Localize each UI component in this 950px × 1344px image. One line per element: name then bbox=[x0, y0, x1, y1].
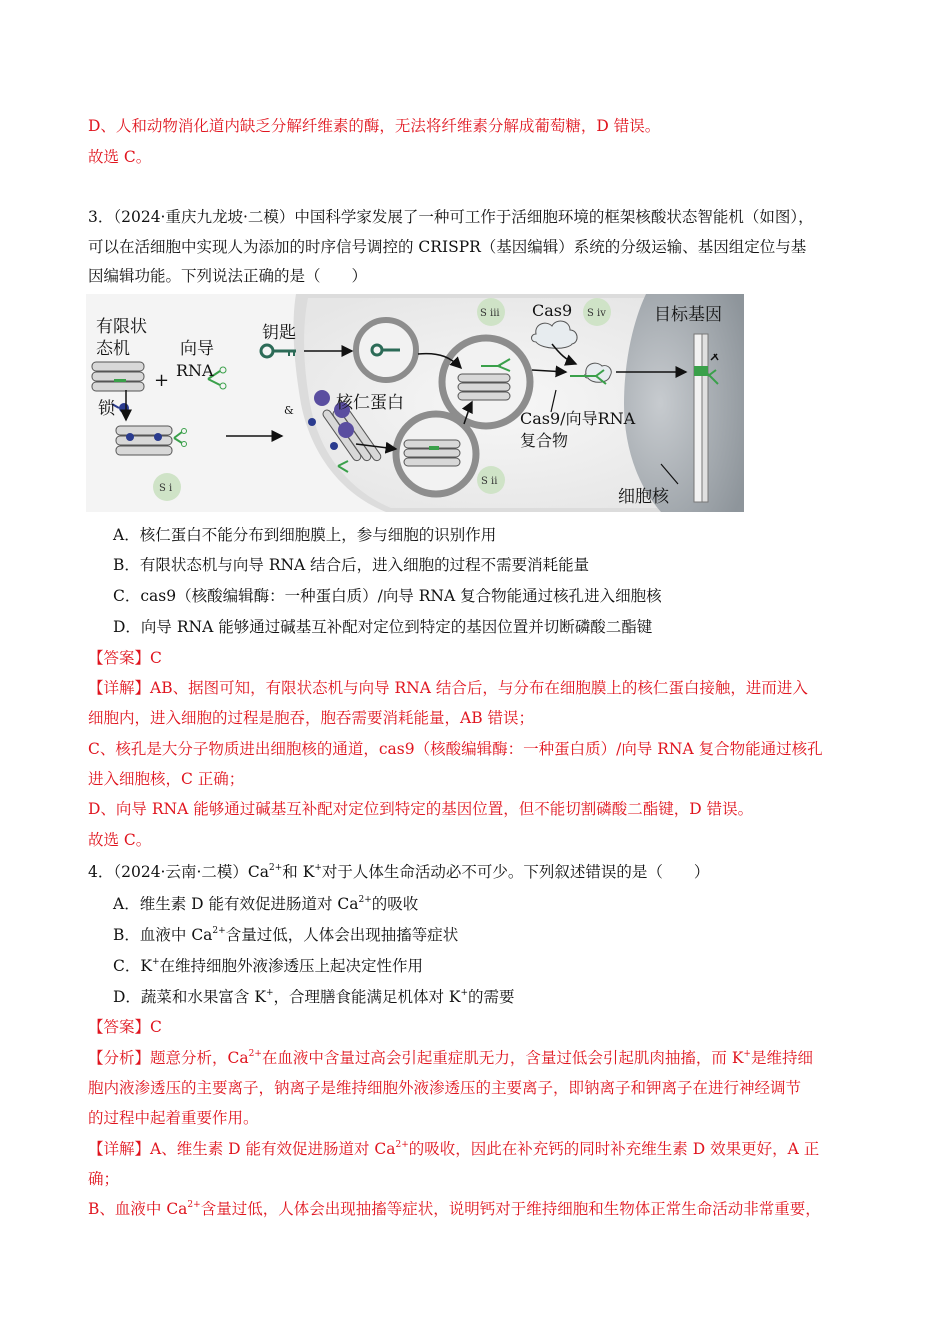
label-complex-1: Cas9/向导RNA bbox=[520, 409, 636, 428]
q3-detail-line-3: C、核孔是大分子物质进出细胞核的通道，cas9（核酸编辑酶：一种蛋白质）/向导 RNA 复合物能通过核孔 bbox=[88, 740, 823, 758]
q4-option-b: B．血液中 $Ca^{2+}$含量过低，人体会出现抽搐等症状 bbox=[113, 925, 459, 944]
label-fsm-2: 态机 bbox=[96, 339, 130, 359]
label-key: 钥匙 bbox=[262, 323, 296, 343]
label-amp: & bbox=[284, 404, 294, 417]
prev-conclusion: 故选 C。 bbox=[88, 148, 152, 166]
label-lock: 锁 bbox=[98, 399, 115, 419]
label-complex-2: 复合物 bbox=[520, 431, 569, 450]
label-siii: S iii bbox=[480, 308, 500, 319]
q3-stem-line-2: 可以在活细胞中实现人为添加的时序信号调控的 CRISPR（基因编辑）系统的分级运输、基因组定位与基 bbox=[88, 238, 807, 256]
nucleus-shape bbox=[624, 294, 744, 512]
q4-detail-line-1: 【详解】A、维生素 D 能有效促进肠道对 $Ca^{2+}$的吸收，因此在补充钙的同时补充维生素 D 效果更好，A 正 bbox=[88, 1139, 820, 1158]
label-cas9: Cas9 bbox=[532, 301, 573, 320]
prev-option-d-explanation: D、人和动物消化道内缺乏分解纤维素的酶，无法将纤维素分解成葡萄糖，D 错误。 bbox=[88, 117, 661, 135]
label-nucleolin: 核仁蛋白 bbox=[336, 393, 404, 413]
q4-analysis-line-1: 【分析】题意分析，$Ca^{2+}$在血液中含量过高会引起重症肌无力，含量过低会引起肌肉抽搐，而 K+是维持细 bbox=[88, 1048, 813, 1067]
q3-detail-line-4: 进入细胞核，C 正确； bbox=[88, 770, 245, 788]
fsm-sii-icon bbox=[404, 440, 460, 466]
q4-answer: 【答案】C bbox=[88, 1018, 162, 1036]
q4-option-a: A．维生素 D 能有效促进肠道对 $Ca^{2+}$的吸收 bbox=[113, 894, 419, 913]
q3-answer: 【答案】C bbox=[88, 649, 162, 667]
label-fsm-1: 有限状 bbox=[96, 317, 147, 337]
q4-analysis-line-2: 胞内液渗透压的主要离子，钠离子是维持细胞外液渗透压的主要离子，即钠离子和钾离子在进行神经调节 bbox=[88, 1079, 802, 1097]
q4-option-d: D．蔬菜和水果富含 K+，合理膳食能满足机体对 K+的需要 bbox=[113, 987, 515, 1006]
label-target-gene: 目标基因 bbox=[654, 305, 722, 325]
fsm-cylinders-icon bbox=[92, 362, 144, 391]
label-nucleus: 细胞核 bbox=[618, 487, 669, 507]
q3-stem-line-1: 3．（2024·重庆九龙坡·二模）中国科学家发展了一种可工作于活细胞环境的框架核酸状态智能机（如图）， bbox=[88, 208, 814, 226]
q3-detail-line-5: D、向导 RNA 能够通过碱基互补配对定位到特定的基因位置，但不能切割磷酸二酯键，D 错误。 bbox=[88, 800, 754, 818]
label-guide-1: 向导 bbox=[180, 339, 214, 359]
q4-stem: 4．（2024·云南·二模）$Ca^{2+}$和 K+对于人体生命活动必不可少。下列叙述错误的是（ ） bbox=[88, 862, 710, 881]
crispr-state-machine-figure bbox=[86, 294, 744, 512]
label-guide-2: RNA bbox=[176, 361, 214, 380]
q3-detail-line-2: 细胞内，进入细胞的过程是胞吞，胞吞需要消耗能量，AB 错误； bbox=[88, 709, 535, 727]
q4-detail-line-3: B、血液中 $Ca^{2+}$含量过低，人体会出现抽搐等症状，说明钙对于维持细胞和生物体正常生命活动非常重要， bbox=[88, 1199, 821, 1218]
label-plus: + bbox=[154, 370, 170, 391]
q4-option-c: C．K+在维持细胞外液渗透压上起决定性作用 bbox=[113, 956, 424, 975]
label-siv: S iv bbox=[587, 308, 606, 319]
q3-option-a: A．核仁蛋白不能分布到细胞膜上，参与细胞的识别作用 bbox=[113, 526, 497, 544]
q3-detail-line-1: 【详解】AB、据图可知，有限状态机与向导 RNA 结合后，与分布在细胞膜上的核仁蛋白接触，进而进入 bbox=[88, 679, 808, 697]
label-sii: S ii bbox=[481, 476, 498, 487]
q4-analysis-line-3: 的过程中起着重要作用。 bbox=[88, 1109, 259, 1127]
q3-conclusion: 故选 C。 bbox=[88, 831, 152, 849]
label-si: S i bbox=[159, 483, 173, 494]
q4-detail-line-2: 确； bbox=[88, 1170, 120, 1188]
q3-option-c: C．cas9（核酸编辑酶：一种蛋白质）/向导 RNA 复合物能通过核孔进入细胞核 bbox=[113, 587, 662, 605]
q3-option-d: D．向导 RNA 能够通过碱基互补配对定位到特定的基因位置并切断磷酸二酯键 bbox=[113, 618, 653, 636]
q3-option-b: B．有限状态机与向导 RNA 结合后，进入细胞的过程不需要消耗能量 bbox=[113, 556, 590, 574]
q3-stem-line-3: 因编辑功能。下列说法正确的是（ ） bbox=[88, 267, 368, 285]
